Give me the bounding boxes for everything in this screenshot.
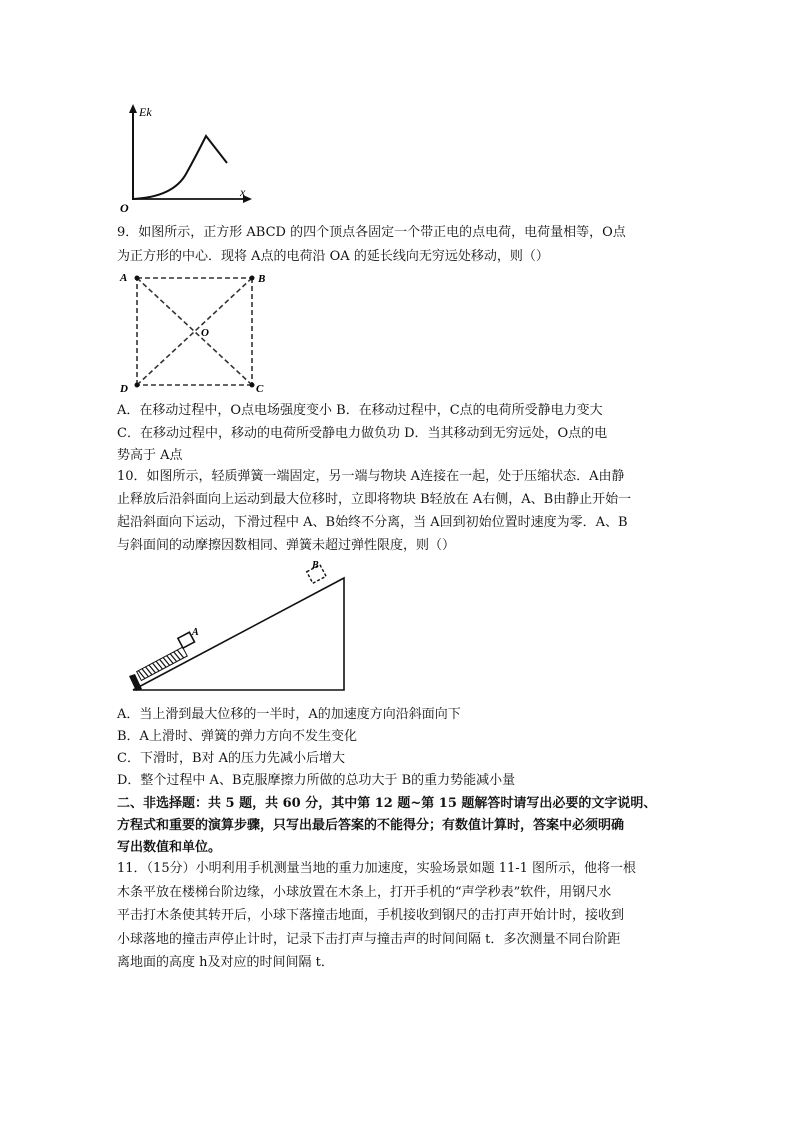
q11-line4: 小球落地的撞击声停止计时，记录下击打声与撞击声的时间间隔 t．多次测量不同台阶距	[117, 932, 621, 947]
q10-stem-line4: 与斜面间的动摩擦因数相同、弹簧未超过弹性限度，则（）	[117, 538, 456, 553]
q11-line2: 木条平放在楼梯台阶边缘，小球放置在木条上，打开手机的“声学秒表”软件，用钢尺水	[117, 885, 612, 900]
q11-line1: 11．（15分）小明利用手机测量当地的重力加速度，实验场景如题 11-1 图所示，他将一根	[117, 861, 637, 876]
q10-option-b: B．A上滑时、弹簧的弹力方向不发生变化	[117, 729, 357, 744]
q10-stem-line3: 起沿斜面向下运动，下滑过程中 A、B始终不分离，当 A回到初始位置时速度为零．A、B	[117, 515, 628, 530]
section2-line3: 写出数值和单位。	[117, 840, 222, 855]
section2-line2: 方程式和重要的演算步骤，只写出最后答案的不能得分；有数值计算时，答案中必须明确	[117, 818, 625, 833]
label-o: O	[201, 327, 209, 339]
section2-line1: 二、非选择题：共 5 题，共 60 分，其中第 12 题~第 15 题解答时请写出必要的文字说明、	[117, 796, 657, 811]
q11-line3: 平击打木条使其转开后，小球下落撞击地面，手机接收到钢尺的击打声开始计时，接收到	[117, 908, 625, 923]
label-b: B	[258, 273, 266, 285]
label-d: D	[120, 383, 128, 395]
q9-option-line1: A．在移动过程中，O点电场强度变小 B．在移动过程中，C点的电荷所受静电力变大	[117, 403, 603, 418]
label-block-a: A	[192, 627, 199, 638]
ek-x-graph	[118, 100, 258, 215]
charge-d	[135, 383, 140, 388]
x-label: x	[240, 185, 246, 199]
charge-c	[250, 383, 255, 388]
square-abcd-figure	[115, 268, 275, 396]
ek-label: Ek	[139, 105, 152, 119]
q9-option-line3: 势高于 A点	[117, 448, 183, 463]
y-axis-arrow	[129, 104, 137, 113]
label-c: C	[256, 383, 264, 395]
q10-stem-line2: 止释放后沿斜面向上运动到最大位移时，立即将物块 B轻放在 A右侧，A、B由静止开始一	[117, 492, 632, 507]
q9-option-line2: C．在移动过程中，移动的电荷所受静电力做负功 D．当其移动到无穷远处，O点的电	[117, 426, 608, 441]
origin-label: O	[120, 201, 129, 215]
q9-stem-line2: 为正方形的中心．现将 A点的电荷沿 OA 的延长线向无穷远处移动，则（）	[117, 249, 549, 264]
q10-option-c: C．下滑时，B对 A的压力先减小后增大	[117, 751, 346, 766]
ek-curve	[133, 136, 227, 199]
charge-b	[250, 276, 255, 281]
q10-option-a: A．当上滑到最大位移的一半时，A的加速度方向沿斜面向下	[117, 707, 461, 722]
q10-option-d: D．整个过程中 A、B克服摩擦力所做的总功大于 B的重力势能减小量	[117, 773, 516, 788]
charge-a	[135, 276, 140, 281]
q11-line5: 离地面的高度 h及对应的时间间隔 t．	[117, 955, 334, 970]
q10-stem-line1: 10．如图所示，轻质弹簧一端固定，另一端与物块 A连接在一起，处于压缩状态．A由静	[117, 469, 625, 484]
label-a: A	[120, 272, 128, 284]
incline-triangle	[133, 578, 344, 690]
incline-figure	[115, 558, 355, 698]
label-block-b: B	[312, 560, 319, 571]
q9-stem-line1: 9．如图所示，正方形 ABCD 的四个顶点各固定一个带正电的点电荷，电荷量相等，O点	[117, 225, 626, 240]
